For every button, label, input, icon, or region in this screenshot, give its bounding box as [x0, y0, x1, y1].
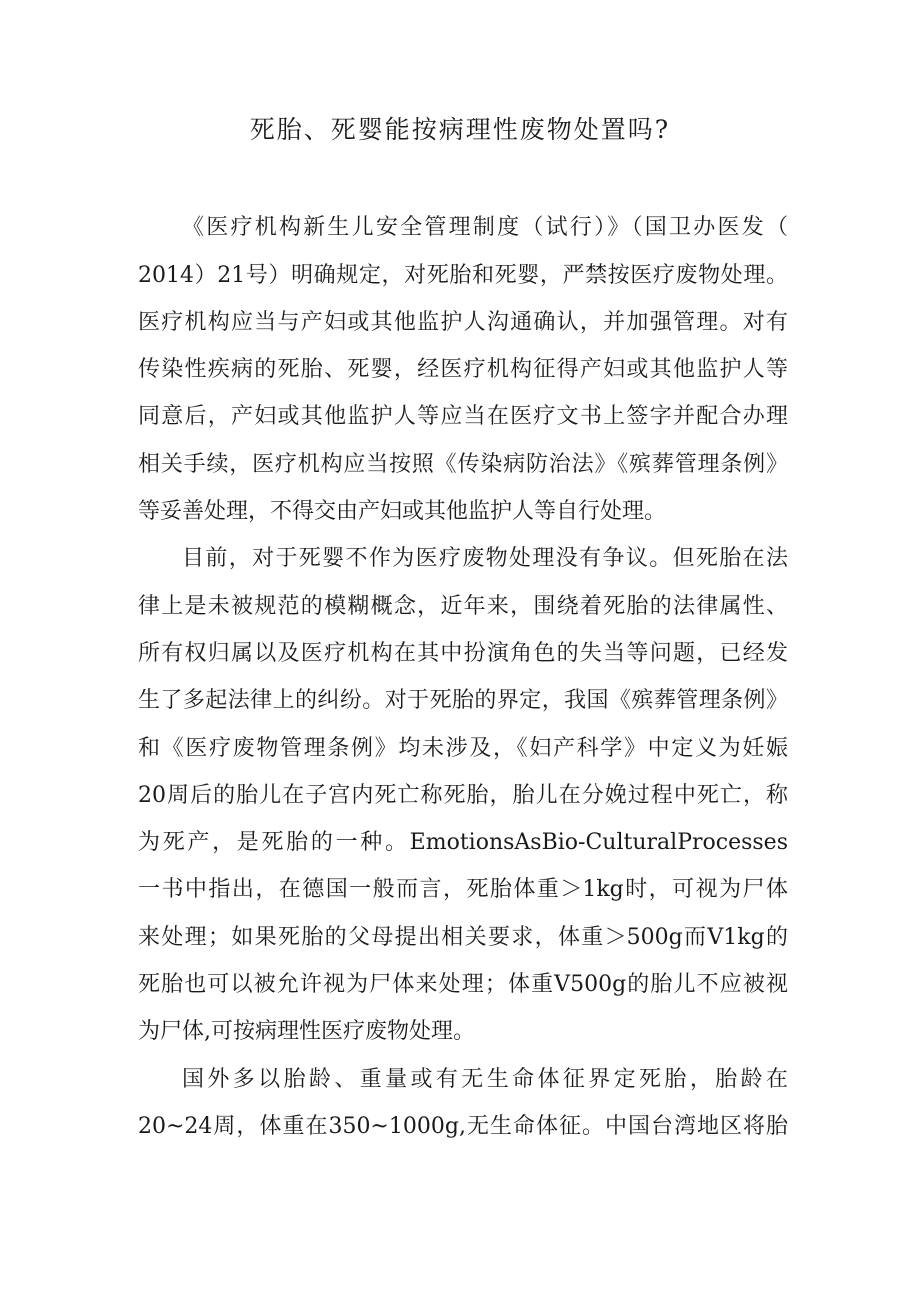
- paragraph-1-line-3: 医疗机构应当与产妇或其他监护人沟通确认，并加强管理。对有: [138, 310, 788, 335]
- paragraph-1-line-6: 相关手续，医疗机构应当按照《传染病防治法》《殡葬管理条例》: [138, 452, 788, 477]
- paragraph-1-line-4: 传染性疾病的死胎、死婴，经医疗机构征得产妇或其他监护人等: [138, 357, 788, 382]
- paragraph-2-line-4: 生了多起法律上的纠纷。对于死胎的界定，我国《殡葬管理条例》: [138, 688, 788, 713]
- paragraph-1-line-7: 等妥善处理，不得交由产妇或其他监护人等自行处理。: [138, 499, 667, 524]
- paragraph-2-line-2: 律上是未被规范的模糊概念，近年来，围绕着死胎的法律属性、: [138, 594, 788, 619]
- paragraph-2-line-8: 一书中指出，在德国一般而言，死胎体重＞1kg时，可视为尸体: [138, 877, 788, 902]
- paragraph-2-line-9: 来处理；如果死胎的父母提出相关要求，体重＞500g而V1kg的: [138, 925, 788, 950]
- paragraph-1-line-1: 《医疗机构新生儿安全管理制度（试行）》（国卫办医发（: [182, 215, 788, 240]
- paragraph-2-line-7: 为死产，是死胎的一种。EmotionsAsBio-CulturalProcesses: [138, 830, 788, 855]
- paragraph-2-line-1: 目前，对于死婴不作为医疗废物处理没有争议。但死胎在法: [182, 546, 788, 571]
- document-title: 死胎、死婴能按病理性废物处置吗?: [249, 115, 671, 144]
- paragraph-1-line-5: 同意后，产妇或其他监护人等应当在医疗文书上签字并配合办理: [138, 404, 788, 429]
- paragraph-2-line-3: 所有权归属以及医疗机构在其中扮演角色的失当等问题，已经发: [138, 641, 788, 666]
- paragraph-2-line-5: 和《医疗废物管理条例》均未涉及，《妇产科学》中定义为妊娠: [138, 736, 788, 761]
- paragraph-2-line-10: 死胎也可以被允许视为尸体来处理；体重V500g的胎儿不应被视: [138, 972, 788, 997]
- paragraph-3-line-2: 20~24周，体重在350~1000g,无生命体征。中国台湾地区将胎: [138, 1114, 788, 1139]
- paragraph-2-line-11: 为尸体,可按病理性医疗废物处理。: [138, 1019, 475, 1044]
- paragraph-3-line-1: 国外多以胎龄、重量或有无生命体征界定死胎，胎龄在: [182, 1067, 788, 1092]
- paragraph-1-line-2: 2014）21号）明确规定，对死胎和死婴，严禁按医疗废物处理。: [138, 263, 788, 288]
- paragraph-2-line-6: 20周后的胎儿在子宫内死亡称死胎，胎儿在分娩过程中死亡，称: [138, 783, 788, 808]
